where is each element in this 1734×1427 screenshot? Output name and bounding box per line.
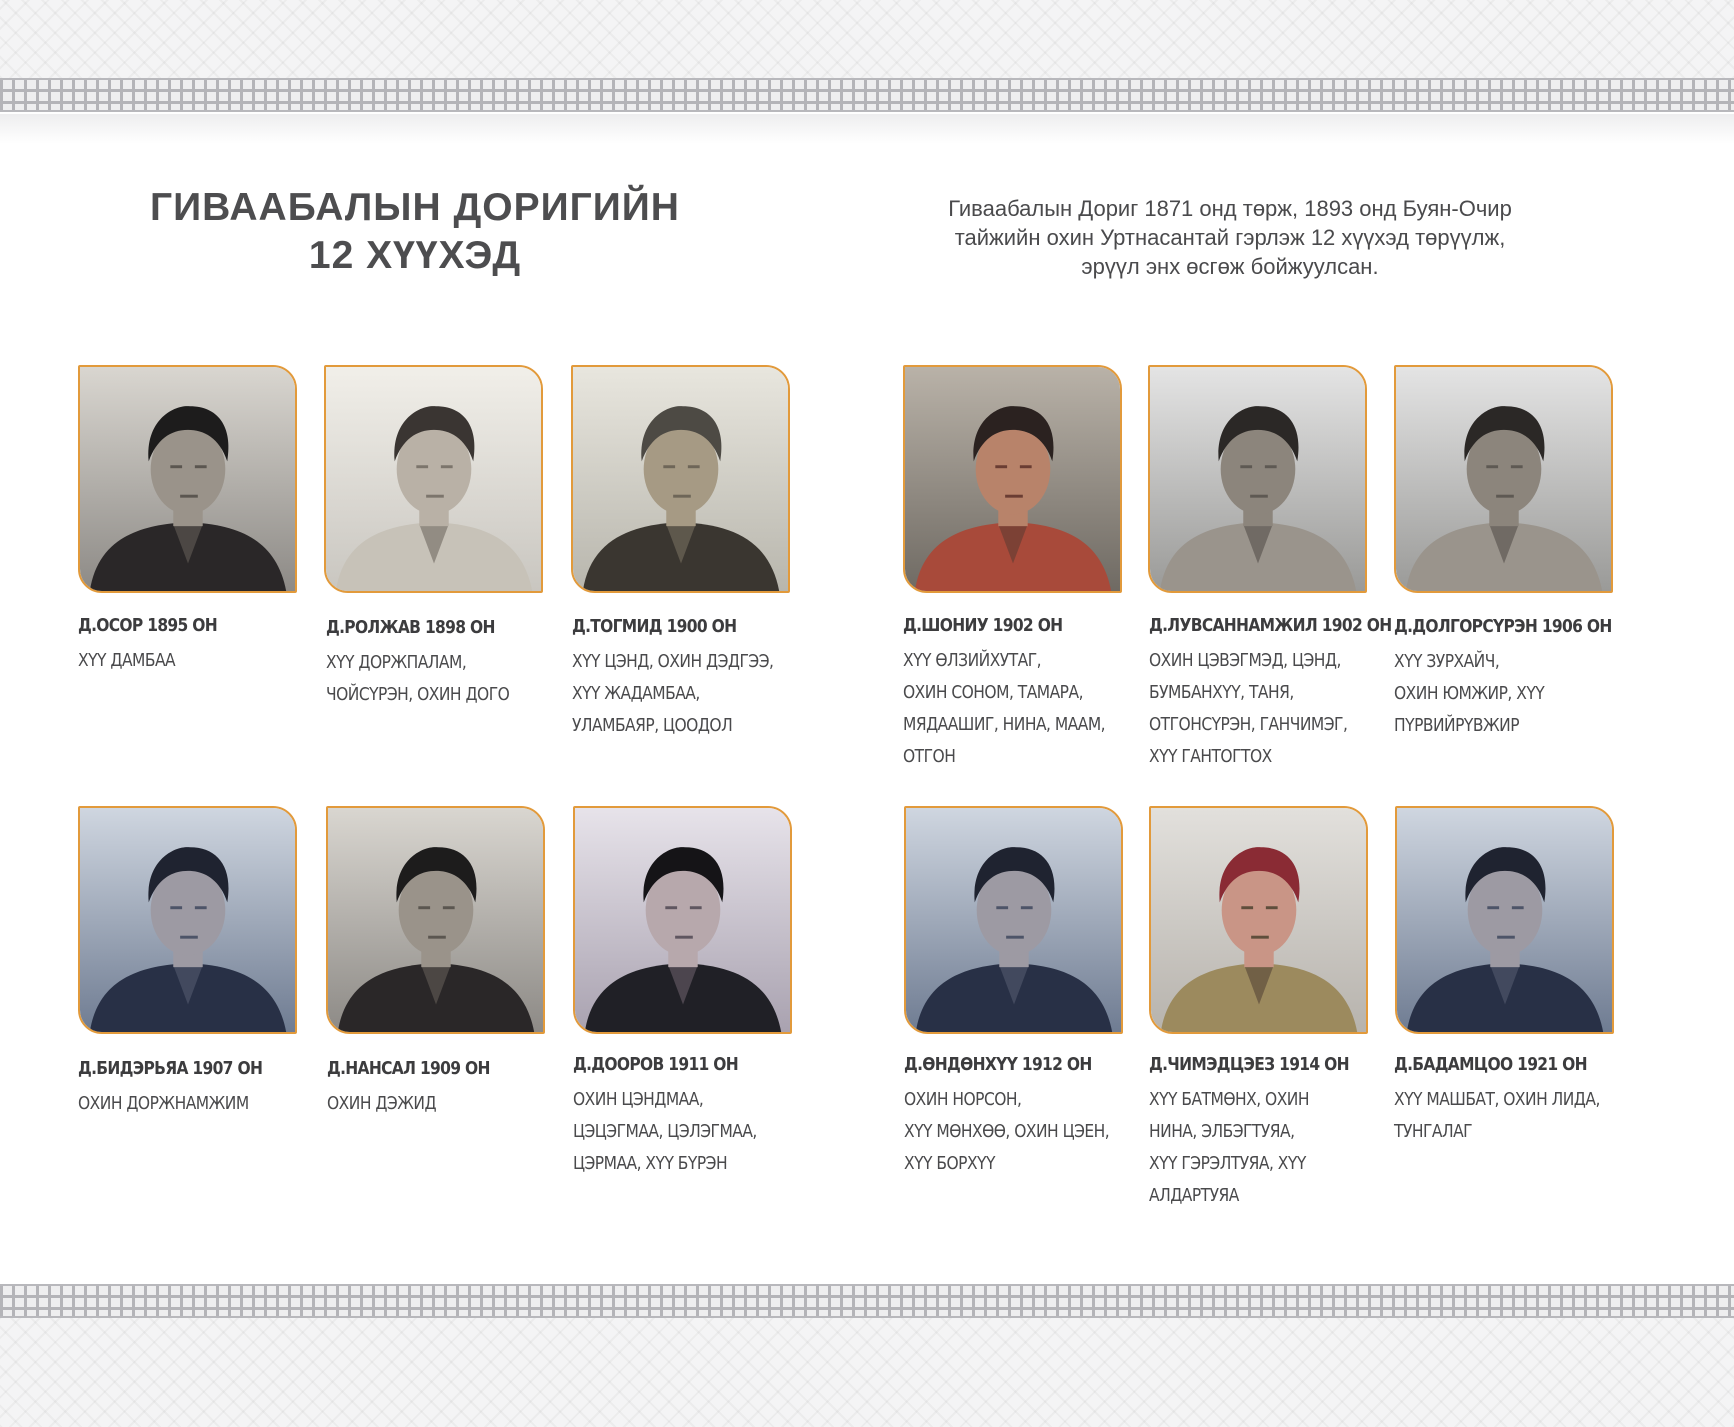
child-caption: [903, 615, 1143, 773]
portrait-photo: [78, 806, 297, 1034]
child-caption: [1394, 616, 1634, 742]
child-offspring-list: [1149, 1084, 1390, 1212]
offspring-line: АЛДАРТУЯА: [1149, 1185, 1239, 1206]
child-name: Д.ШОНИУ 1902 ОН: [903, 615, 1063, 636]
offspring-line: ХҮҮ БОРХҮҮ: [904, 1153, 995, 1174]
child-caption: [573, 1054, 813, 1180]
portrait-photo: [78, 365, 297, 593]
portrait-image: [80, 367, 295, 591]
portrait-image: [1151, 808, 1366, 1032]
portrait-photo: [571, 365, 790, 593]
portrait-photo: [1394, 365, 1613, 593]
offspring-line: УЛАМБАЯР, ЦООДОЛ: [572, 715, 733, 736]
portrait-photo: [326, 806, 545, 1034]
offspring-line: МЯДААШИГ, НИНА, МААМ,: [903, 714, 1106, 735]
child-caption: [1149, 615, 1392, 773]
offspring-line: ТУНГАЛАГ: [1394, 1121, 1473, 1142]
offspring-line: НИНА, ЭЛБЭГТУЯА,: [1149, 1121, 1295, 1142]
child-offspring-list: [572, 646, 813, 742]
offspring-line: ХҮҮ ДОРЖПАЛАМ,: [326, 652, 467, 673]
bottom-meander-border: [0, 1284, 1734, 1318]
offspring-line: ЦЭЦЭГМАА, ЦЭЛЭГМАА,: [573, 1121, 757, 1142]
child-offspring-list: [1149, 645, 1390, 773]
child-name: Д.ӨНДӨНХҮҮ 1912 ОН: [904, 1054, 1092, 1075]
child-name: Д.ЛУВСАННАМЖИЛ 1902 ОН: [1149, 615, 1392, 636]
child-name: Д.ДООРОВ 1911 ОН: [573, 1054, 739, 1075]
offspring-line: ОХИН ДОРЖНАМЖИМ: [78, 1093, 249, 1114]
offspring-line: ХҮҮ ЗУРХАЙЧ,: [1394, 651, 1500, 672]
portrait-image: [80, 808, 295, 1032]
child-caption: [1394, 1054, 1634, 1148]
child-offspring-list: [327, 1088, 568, 1120]
offspring-line: ХҮҮ ӨЛЗИЙХУТАГ,: [903, 650, 1042, 671]
child-offspring-list: [573, 1084, 814, 1180]
offspring-line: ОХИН ЮМЖИР, ХҮҮ: [1394, 683, 1545, 704]
offspring-line: ХҮҮ ГЭРЭЛТУЯА, ХҮҮ: [1149, 1153, 1306, 1174]
offspring-line: ХҮҮ ГАНТОГТОХ: [1149, 746, 1272, 767]
child-caption: [1149, 1054, 1389, 1212]
child-caption: [904, 1054, 1144, 1180]
portrait-photo: [904, 806, 1123, 1034]
child-name: Д.ТОГМИД 1900 ОН: [572, 616, 737, 637]
offspring-line: ЦЭРМАА, ХҮҮ БҮРЭН: [573, 1153, 728, 1174]
offspring-line: ПҮРВИЙРҮВЖИР: [1394, 715, 1520, 736]
portrait-photo: [573, 806, 792, 1034]
portrait-image: [328, 808, 543, 1032]
portrait-image: [575, 808, 790, 1032]
child-name: Д.БАДАМЦОО 1921 ОН: [1394, 1054, 1587, 1075]
child-offspring-list: [326, 647, 567, 711]
child-caption: [327, 1058, 567, 1120]
portrait-photo: [1148, 365, 1367, 593]
portrait-image: [1397, 808, 1612, 1032]
portrait-photo: [1395, 806, 1614, 1034]
portrait-image: [573, 367, 788, 591]
portrait-photo: [1149, 806, 1368, 1034]
offspring-line: ХҮҮ ДАМБАА: [78, 650, 176, 671]
offspring-line: ЧОЙСҮРЭН, ОХИН ДОГО: [326, 684, 510, 705]
child-name: Д.ЧИМЭДЦЭЕЗ 1914 ОН: [1149, 1054, 1349, 1075]
child-offspring-list: [78, 645, 319, 677]
child-name: Д.ДОЛГОРСҮРЭН 1906 ОН: [1394, 616, 1612, 637]
child-offspring-list: [903, 645, 1144, 773]
child-offspring-list: [904, 1084, 1145, 1180]
offspring-line: БУМБАНХҮҮ, ТАНЯ,: [1149, 682, 1294, 703]
portrait-image: [906, 808, 1121, 1032]
child-offspring-list: [1394, 1084, 1635, 1148]
child-caption: [326, 617, 566, 711]
bottom-pattern-background: [0, 1318, 1734, 1427]
child-name: Д.БИДЭРЬЯА 1907 ОН: [78, 1058, 263, 1079]
page-title-line-2: 12 ХҮҮХЭД: [308, 234, 522, 277]
child-caption: [572, 616, 812, 742]
offspring-line: ОХИН СОНОМ, ТАМАРА,: [903, 682, 1083, 703]
child-caption: [78, 1058, 318, 1120]
offspring-line: ХҮҮ ЦЭНД, ОХИН ДЭДГЭЭ,: [572, 651, 774, 672]
child-offspring-list: [78, 1088, 319, 1120]
offspring-line: ОТГОНСҮРЭН, ГАНЧИМЭГ,: [1149, 714, 1348, 735]
intro-line-3: эрүүл энх өсгөж бойжуулсан.: [1081, 254, 1379, 279]
intro-paragraph: [880, 194, 1580, 281]
offspring-line: ОХИН ДЭЖИД: [327, 1093, 437, 1114]
offspring-line: ХҮҮ ЖАДАМБАА,: [572, 683, 700, 704]
child-name: Д.ОСОР 1895 ОН: [78, 615, 218, 636]
page-title: [100, 184, 730, 280]
child-caption: [78, 615, 318, 677]
offspring-line: ОХИН ЦЭВЭГМЭД, ЦЭНД,: [1149, 650, 1341, 671]
top-pattern-background: [0, 0, 1734, 78]
top-border-shadow: [0, 114, 1734, 144]
offspring-line: ХҮҮ БАТМӨНХ, ОХИН: [1149, 1089, 1309, 1110]
offspring-line: ОХИН ЦЭНДМАА,: [573, 1089, 704, 1110]
portrait-image: [1396, 367, 1611, 591]
intro-line-1: Гиваабалын Дориг 1871 онд төрж, 1893 онд Буян-Очир: [948, 196, 1512, 221]
child-name: Д.РОЛЖАВ 1898 ОН: [326, 617, 495, 638]
portrait-image: [326, 367, 541, 591]
offspring-line: ОХИН НОРСОН,: [904, 1089, 1022, 1110]
portrait-photo: [903, 365, 1122, 593]
page-title-line-1: ГИВААБАЛЫН ДОРИГИЙН: [150, 186, 680, 229]
child-offspring-list: [1394, 646, 1635, 742]
child-name: Д.НАНСАЛ 1909 ОН: [327, 1058, 490, 1079]
offspring-line: ОТГОН: [903, 746, 956, 767]
portrait-photo: [324, 365, 543, 593]
top-meander-border: [0, 78, 1734, 112]
offspring-line: ХҮҮ МАШБАТ, ОХИН ЛИДА,: [1394, 1089, 1600, 1110]
intro-line-2: тайжийн охин Уртнасантай гэрлэж 12 хүүхэд төрүүлж,: [954, 225, 1506, 250]
portrait-image: [1150, 367, 1365, 591]
offspring-line: ХҮҮ МӨНХӨӨ, ОХИН ЦЭЕН,: [904, 1121, 1110, 1142]
portrait-image: [905, 367, 1120, 591]
